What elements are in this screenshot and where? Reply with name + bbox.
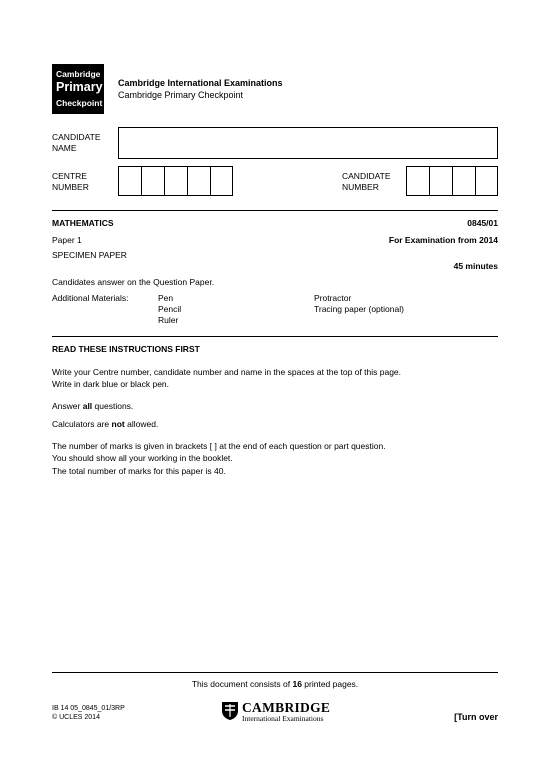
- candidate-name-label-line2: NAME: [52, 143, 77, 153]
- exam-from: For Examination from 2014: [388, 235, 498, 245]
- calc-post: allowed.: [124, 419, 159, 429]
- centre-number-box-2[interactable]: [141, 166, 165, 196]
- candidate-name-label-line1: CANDIDATE: [52, 132, 101, 142]
- divider-instructions: [52, 336, 498, 337]
- logo-line-2: Primary: [56, 80, 103, 94]
- candidate-number-box-1[interactable]: [406, 166, 430, 196]
- material-pencil: Pencil: [158, 304, 182, 314]
- pages-post: printed pages.: [301, 679, 359, 689]
- subject: MATHEMATICS: [52, 218, 114, 228]
- logo-line-3: Checkpoint: [56, 98, 103, 108]
- instructions-heading: READ THESE INSTRUCTIONS FIRST: [52, 344, 200, 354]
- divider-footer: [52, 672, 498, 673]
- material-ruler: Ruler: [158, 315, 179, 325]
- candidate-number-label-line2: NUMBER: [342, 182, 379, 192]
- org-title: Cambridge International Examinations: [118, 78, 283, 88]
- answer-pre: Answer: [52, 401, 83, 411]
- candidate-number-box-4[interactable]: [475, 166, 498, 196]
- cambridge-wordmark-subline: International Examinations: [242, 714, 324, 723]
- calc-bold: not: [111, 419, 125, 429]
- instruction-answer-all: [52, 401, 133, 412]
- centre-number-label-line2: NUMBER: [52, 182, 89, 192]
- pages-bold: 16: [292, 679, 302, 689]
- material-tracing-paper: Tracing paper (optional): [314, 304, 404, 314]
- divider-top: [52, 210, 498, 211]
- candidate-number-box-3[interactable]: [452, 166, 476, 196]
- instruction-show-working: You should show all your working in the booklet.: [52, 453, 233, 463]
- material-protractor: Protractor: [314, 293, 352, 303]
- calc-pre: Calculators are: [52, 419, 112, 429]
- centre-number-label-line1: CENTRE: [52, 171, 87, 181]
- instruction-total-marks: The total number of marks for this paper is 40.: [52, 466, 226, 476]
- centre-number-box-1[interactable]: [118, 166, 142, 196]
- cambridge-crest-icon: [221, 701, 239, 721]
- pages-pre: This document consists of: [191, 679, 293, 689]
- page-count: [52, 679, 498, 690]
- candidate-name-field[interactable]: [118, 127, 498, 159]
- specimen-label: SPECIMEN PAPER: [52, 250, 127, 260]
- paper-number: Paper 1: [52, 235, 82, 245]
- logo-line-1: Cambridge: [56, 69, 101, 79]
- programme-title: Cambridge Primary Checkpoint: [118, 90, 244, 100]
- answer-bold: all: [82, 401, 93, 411]
- instruction-write-details: Write your Centre number, candidate number and name in the spaces at the top of this page.: [52, 367, 402, 377]
- cambridge-primary-checkpoint-logo: [52, 64, 104, 114]
- document-ref: IB 14 05_0845_01/3RP: [52, 705, 125, 712]
- material-pen: Pen: [158, 293, 174, 303]
- paper-code: 0845/01: [467, 218, 498, 228]
- instruction-marks: The number of marks is given in brackets [ ] at the end of each question or part question.: [52, 441, 386, 451]
- centre-number-box-5[interactable]: [210, 166, 233, 196]
- answer-post: questions.: [92, 401, 134, 411]
- answer-on-paper: Candidates answer on the Question Paper.: [52, 277, 215, 287]
- instruction-pen: Write in dark blue or black pen.: [52, 379, 170, 389]
- instruction-calculators: [52, 419, 158, 430]
- candidate-number-label-line1: CANDIDATE: [342, 171, 391, 181]
- candidate-number-box-2[interactable]: [429, 166, 453, 196]
- cambridge-wordmark: CAMBRIDGE: [242, 700, 331, 715]
- centre-number-box-4[interactable]: [187, 166, 211, 196]
- duration: 45 minutes: [453, 261, 498, 271]
- materials-label: Additional Materials:: [52, 293, 129, 303]
- turn-over: [Turn over: [454, 712, 498, 722]
- centre-number-box-3[interactable]: [164, 166, 188, 196]
- copyright: © UCLES 2014: [52, 714, 100, 721]
